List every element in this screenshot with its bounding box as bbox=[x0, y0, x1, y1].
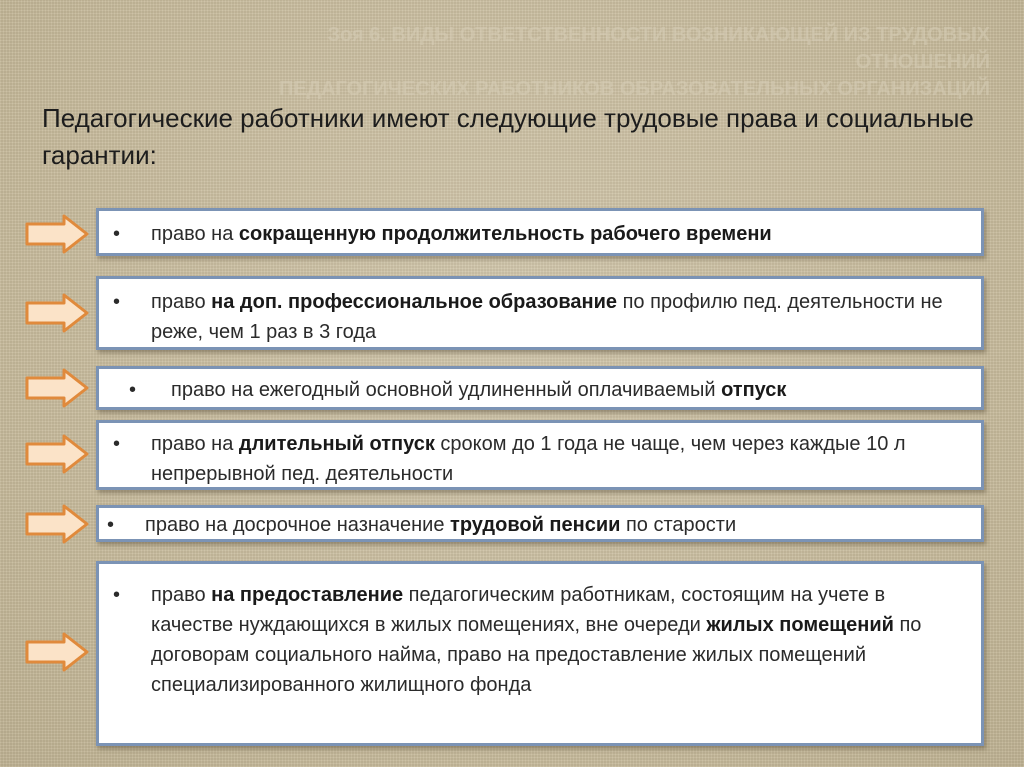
right-box bbox=[96, 505, 984, 542]
right-text: право на предоставление педагогическим работникам, состоящим на учете в качестве нуждающихся в жилых помещениях, вне очереди жилых помещений по договорам социального найма, право на предоставление жилых помещений специализированного жилищного фонда bbox=[151, 584, 922, 696]
right-text: право на доп. профессиональное образование по профилю пед. деятельности не реже, чем 1 раз в 3 года bbox=[151, 291, 943, 343]
slide-header bbox=[200, 22, 990, 103]
bullet-icon: • bbox=[113, 291, 121, 313]
arrow-right-icon bbox=[24, 504, 90, 544]
right-box bbox=[96, 366, 984, 410]
header-line-2: ПЕДАГОГИЧЕСКИХ РАБОТНИКОВ ОБРАЗОВАТЕЛЬНЫХ ОРГАНИЗАЦИЙ bbox=[279, 78, 990, 100]
right-text: право на длительный отпуск сроком до 1 года не чаще, чем через каждые 10 л непрерывной пед. деятельности bbox=[151, 433, 906, 485]
header-line-1: Зоя 6. ВИДЫ ОТВЕТСТВЕННОСТИ ВОЗНИКАЮЩЕЙ ИЗ ТРУДОВЫХ ОТНОШЕНИЙ bbox=[327, 24, 990, 73]
right-text: право на досрочное назначение трудовой пенсии по старости bbox=[145, 514, 737, 536]
bullet-icon: • bbox=[107, 514, 115, 536]
right-text: право на ежегодный основной удлиненный оплачиваемый отпуск bbox=[171, 379, 787, 401]
right-text: право на сокращенную продолжительность рабочего времени bbox=[151, 223, 772, 245]
arrow-right-icon bbox=[24, 293, 90, 333]
right-box bbox=[96, 208, 984, 256]
arrow-right-icon bbox=[24, 632, 90, 672]
intro-text: Педагогические работники имеют следующие трудовые права и социальные гарантии: bbox=[42, 103, 974, 170]
bullet-icon: • bbox=[129, 379, 137, 401]
right-box bbox=[96, 420, 984, 490]
bullet-icon: • bbox=[113, 223, 121, 245]
right-box bbox=[96, 276, 984, 350]
arrow-right-icon bbox=[24, 434, 90, 474]
arrow-right-icon bbox=[24, 368, 90, 408]
bullet-icon: • bbox=[113, 584, 121, 606]
bullet-icon: • bbox=[113, 433, 121, 455]
arrow-right-icon bbox=[24, 214, 90, 254]
right-box bbox=[96, 561, 984, 746]
